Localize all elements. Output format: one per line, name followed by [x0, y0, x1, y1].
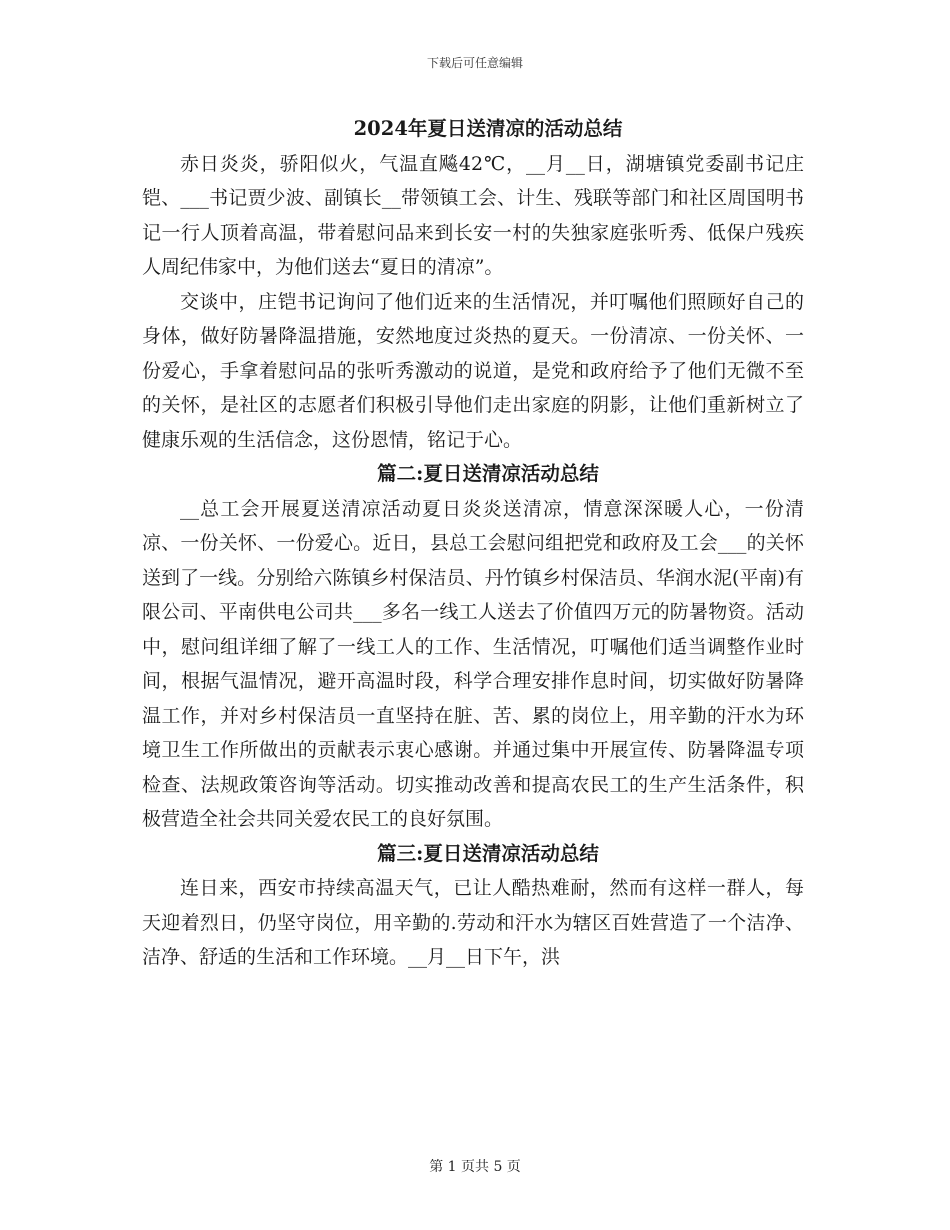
paragraph: 赤日炎炎，骄阳似火，气温直飚42℃，__月__日，湖塘镇党委副书记庄铠、___书记贾少波、副镇长__带领镇工会、计生、残联等部门和社区周国明书记一行人顶着高温，带着慰问品来到长安一村的失独家庭张听秀、低保户残疾人周纪伟家中，为他们送去“夏日的清凉”。 [142, 152, 804, 278]
section-title: 篇二:夏日送清凉活动总结 [377, 462, 599, 485]
paragraph: __总工会开展夏送清凉活动夏日炎炎送清凉，情意深深暖人心，一份清凉、一份关怀、一份爱心。近日，县总工会慰问组把党和政府及工会___的关怀送到了一线。分别给六陈镇乡村保洁员、丹竹镇乡村保洁员、华润水泥(平南)有限公司、平南供电公司共___多名一线工人送去了价值四万元的防暑物资。活动中，慰问组详细了解了一线工人的工作、生活情况，叮嘱他们适当调整作业时间，根据气温情况，避开高温时段，科学合理安排作息时间，切实做好防暑降温工作，并对乡村保洁员一直坚持在脏、苦、累的岗位上，用辛勤的汗水为环境卫生工作所做出的贡献表示衷心感谢。并通过集中开展宣传、防暑降温专项检查、法规政策咨询等活动。切实推动改善和提高农民工的生产生活条件，积极营造全社会共同关爱农民工的良好氛围。 [142, 497, 804, 830]
paragraph: 连日来，西安市持续高温天气，已让人酷热难耐，然而有这样一群人，每天迎着烈日，仍坚守岗位，用辛勤的.劳动和汗水为辖区百姓营造了一个洁净、洁净、舒适的生活和工作环境。__月__日下午，洪 [142, 877, 804, 968]
page-footer: 第 1 页共 5 页 [429, 1159, 521, 1175]
document-body [142, 112, 804, 975]
section-title: 篇三:夏日送清凉活动总结 [377, 841, 599, 865]
section-title: 2024年夏日送清凉的活动总结 [353, 117, 623, 140]
page-header: 下载后可任意编辑 [426, 56, 523, 70]
paragraph: 交谈中，庄铠书记询问了他们近来的生活情况，并叮嘱他们照顾好自己的身体，做好防暑降温措施，安然地度过炎热的夏天。一份清凉、一份关怀、一份爱心，手拿着慰问品的张听秀激动的说道，是党和政府给予了他们无微不至的关怀，是社区的志愿者们积极引导他们走出家庭的阴影，让他们重新树立了健康乐观的生活信念，这份恩情，铭记于心。 [142, 290, 804, 451]
